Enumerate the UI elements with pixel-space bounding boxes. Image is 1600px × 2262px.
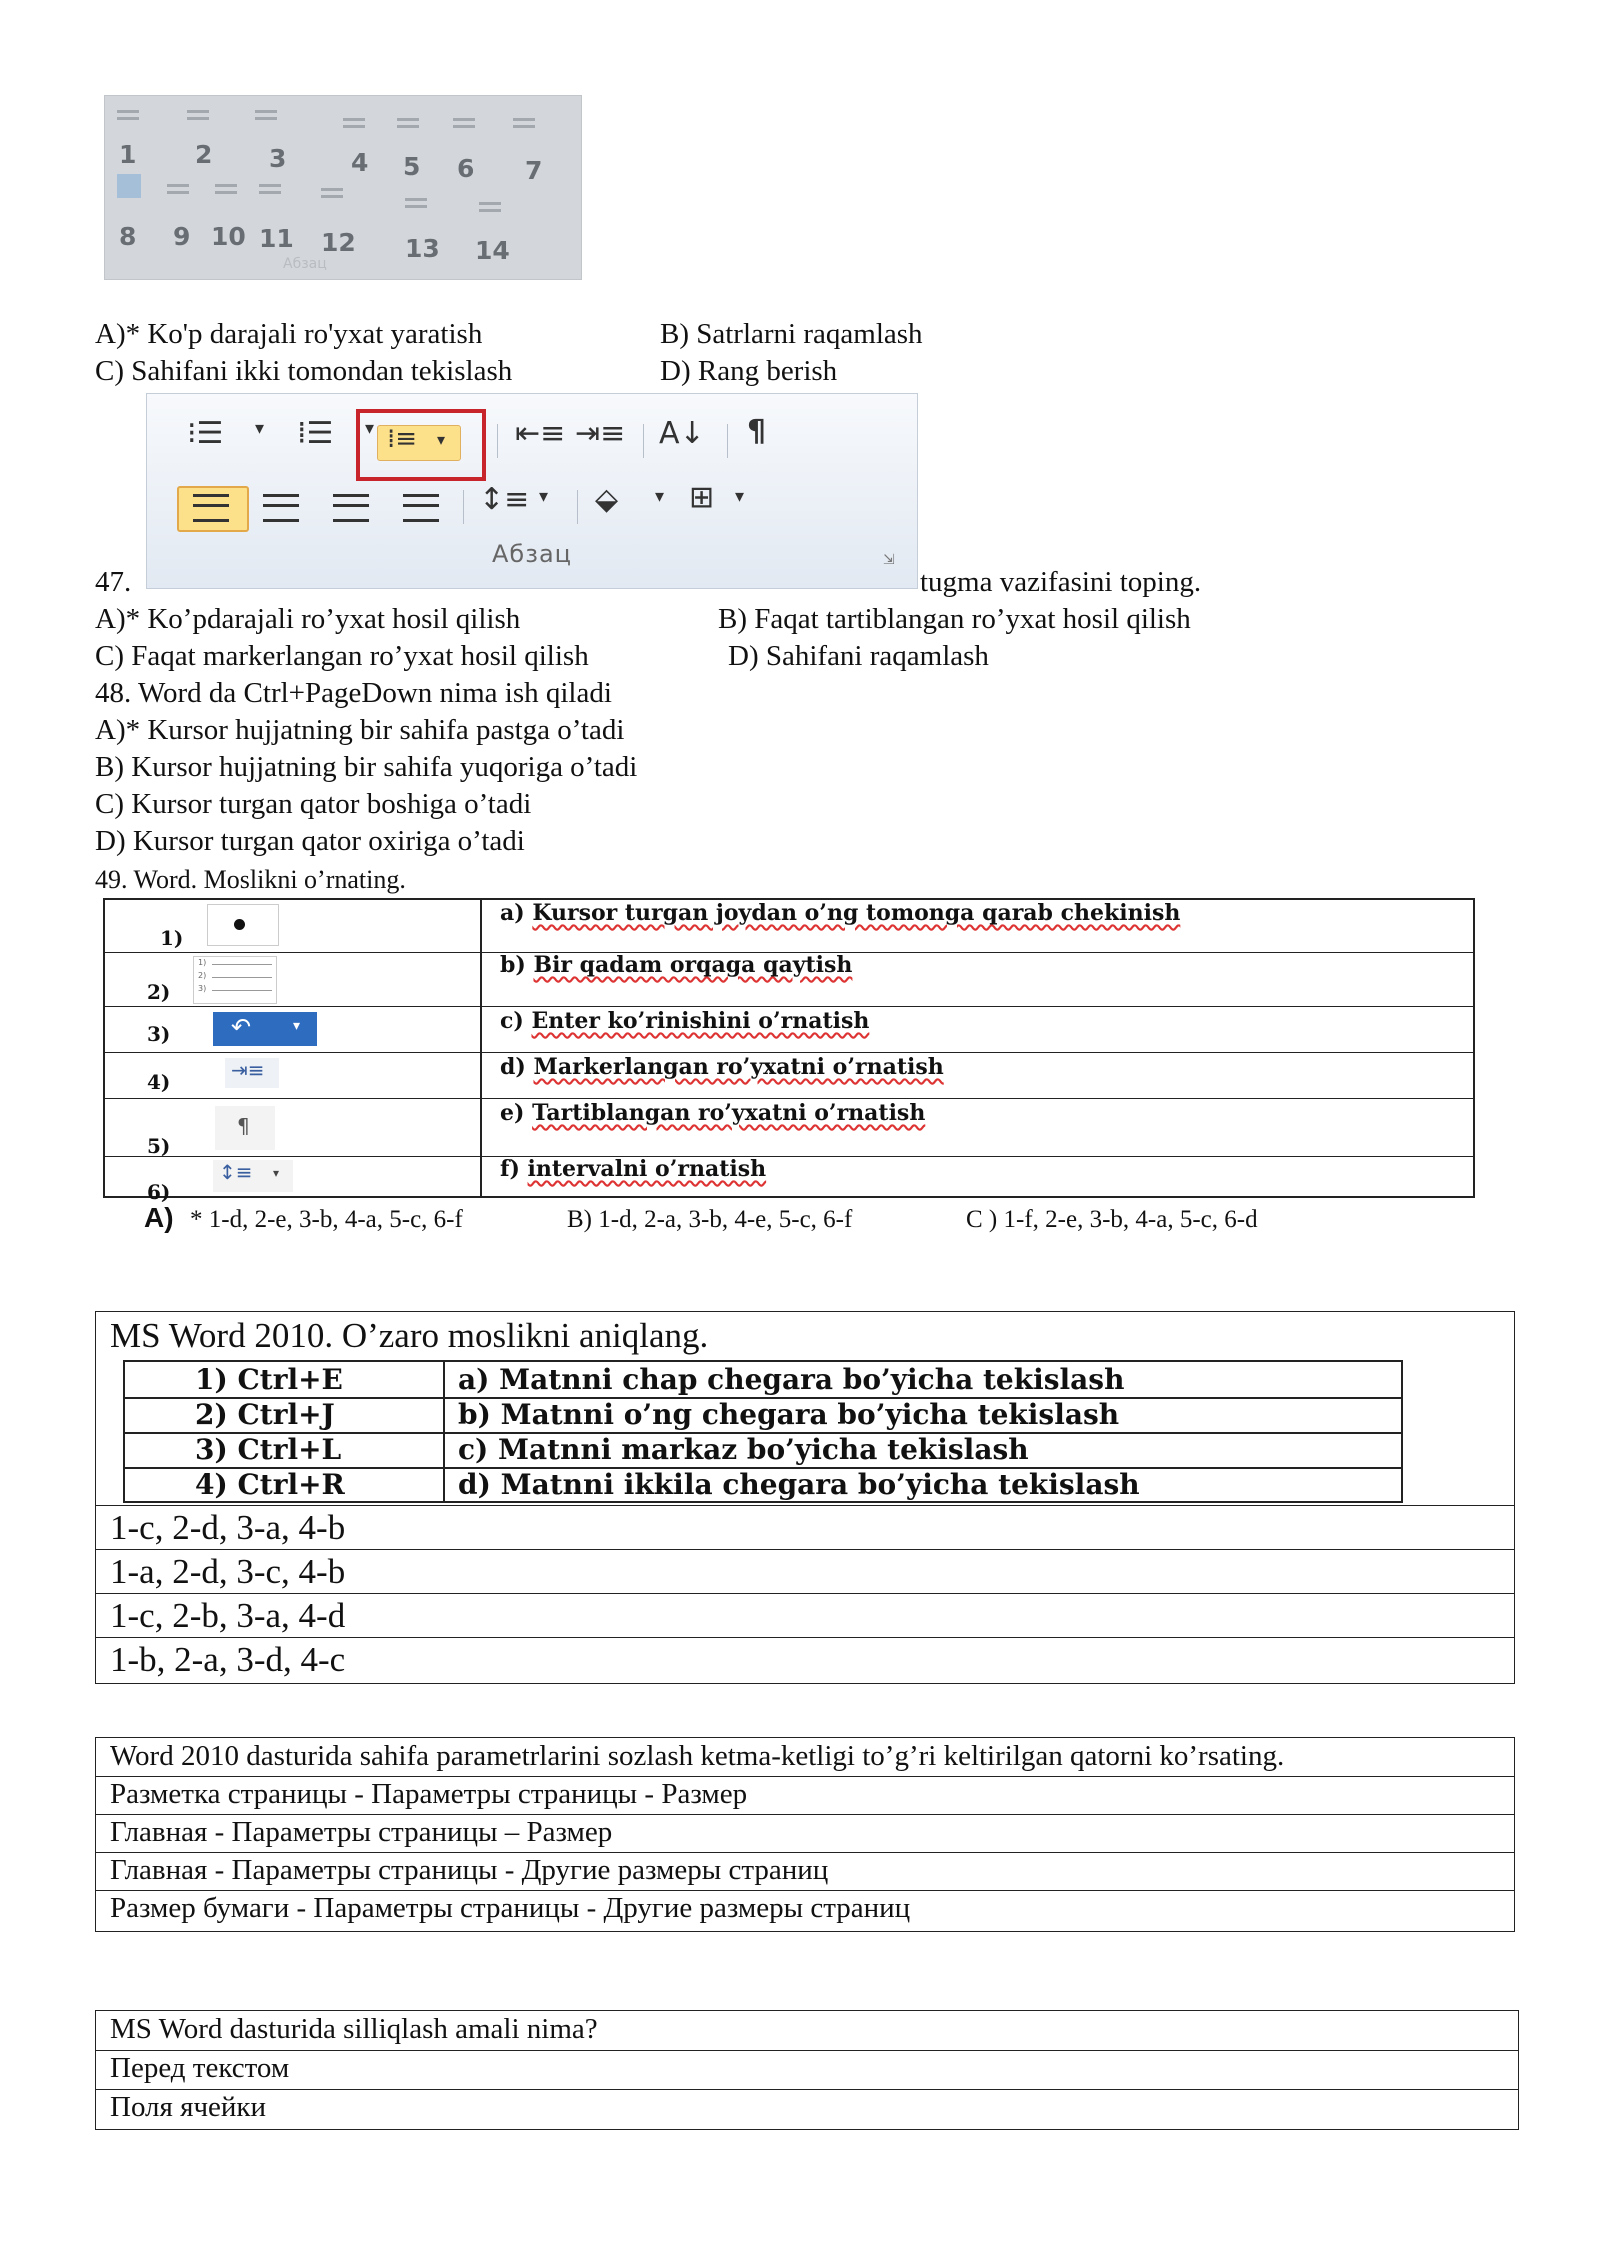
q49-question: 49. Word. Moslikni o’rnating. (95, 865, 406, 894)
number-label: 8 (119, 222, 137, 251)
q47-option-c: C) Faqat markerlangan ro’yxat hosil qilish (95, 640, 589, 672)
ribbon-buttons-image (104, 95, 582, 280)
q47-option-d: D) Sahifani raqamlash (728, 640, 989, 672)
question-title: MS Word 2010. O’zaro moslikni aniqlang. (110, 1316, 709, 1355)
group-label: Абзац (491, 540, 573, 568)
shortcut-action: d) Matnni ikkila chegara bo’yicha tekislash (458, 1468, 1140, 1501)
shortcut-key: 1) Ctrl+E (195, 1363, 343, 1396)
shortcut-action: b) Matnni o’ng chegara bo’yicha tekislash (458, 1398, 1120, 1431)
separator (497, 424, 498, 458)
bullet-list-icon (117, 108, 139, 122)
number-label: 9 (173, 222, 191, 251)
q47-option-b: B) Faqat tartiblangan ro’yxat hosil qilish (718, 603, 1191, 635)
number-label: 10 (211, 222, 246, 251)
left-label: 2) (147, 980, 171, 1004)
right-text: b) Bir qadam orqaga qaytish (500, 952, 853, 978)
answer-option: Поля ячейки (110, 2091, 267, 2123)
q49-matching-table (103, 898, 1475, 1204)
separator (643, 424, 644, 458)
q47-question-tail: tugma vazifasini toping. (920, 566, 1202, 598)
dropdown-arrow-icon: ▾ (255, 418, 265, 439)
q49-answer-b: B) 1-d, 2-a, 3-b, 4-e, 5-c, 6-f (567, 1206, 853, 1233)
dropdown-arrow-icon: ▾ (539, 486, 549, 507)
dialog-launcher-icon: ⇲ (883, 552, 895, 568)
table-row (105, 1156, 1473, 1204)
number-label: 1 (119, 140, 137, 169)
dropdown-arrow-icon: ▾ (655, 486, 665, 507)
number-label: 3 (269, 144, 287, 173)
line-spacing-icon (321, 186, 343, 200)
q48-question: 48. Word da Ctrl+PageDown nima ish qiladi (95, 677, 612, 709)
bullet-icon (207, 904, 279, 946)
separator (463, 490, 464, 524)
shortcut-key: 4) Ctrl+R (195, 1468, 345, 1501)
right-text: d) Markerlangan ro’yxatni o’rnatish (500, 1054, 944, 1080)
q47-number: 47. (95, 566, 132, 598)
q48-option-d: D) Kursor turgan qator oxiriga o’tadi (95, 825, 525, 857)
decrease-indent-icon (343, 116, 365, 130)
number-label: 13 (405, 234, 440, 263)
pilcrow-icon: ¶ (215, 1106, 275, 1150)
answer-option: Главная - Параметры страницы – Размер (96, 1814, 1514, 1853)
right-text: e) Tartiblangan ro’yxatni o’rnatish (500, 1100, 926, 1126)
shortcut-action: a) Matnni chap chegara bo’yicha tekislash (458, 1363, 1125, 1396)
q49-answer-c: C ) 1-f, 2-e, 3-b, 4-a, 5-c, 6-d (966, 1206, 1258, 1233)
number-label: 12 (321, 228, 356, 257)
table-row (105, 952, 1473, 1007)
left-label: 6) (147, 1180, 171, 1204)
paragraph-group-image (146, 393, 918, 589)
decrease-indent-icon: ⇤≡ (515, 416, 566, 451)
number-label: 6 (457, 154, 475, 183)
right-text: a) Kursor turgan joydan o’ng tomonga qarab chekinish (500, 900, 1181, 926)
q46-option-d: D) Rang berish (660, 355, 838, 387)
question-row: Word 2010 dasturida sahifa parametrlarini sozlash ketma-ketligi to’g’ri keltirilgan qatorni ko’rsating. (96, 1738, 1514, 1777)
bullets-icon: ⁝☰ (187, 416, 224, 451)
multilevel-list-icon (255, 108, 277, 122)
borders-icon (479, 200, 501, 214)
table-row (125, 1467, 1401, 1502)
number-label: 4 (351, 148, 369, 177)
align-center-icon (167, 182, 189, 196)
answer-option: Разметка страницы - Параметры страницы - Размер (96, 1776, 1514, 1815)
left-label: 3) (147, 1022, 171, 1046)
q49-answer-a: * 1-d, 2-e, 3-b, 4-a, 5-c, 6-f (190, 1206, 463, 1233)
shortcut-matching-table (95, 1311, 1515, 1684)
numbering-icon: ⁞☰ (297, 416, 334, 451)
left-label: 5) (147, 1134, 171, 1158)
numbered-list-icon (187, 108, 209, 122)
smoothing-table (95, 2010, 1519, 2130)
align-left-icon (117, 174, 141, 198)
number-label: 5 (403, 152, 421, 181)
page-setup-table (95, 1737, 1515, 1932)
group-caption: Абзац (283, 256, 327, 272)
line-spacing-icon: ↕≡ ▾ (213, 1160, 293, 1192)
shading-icon (405, 196, 427, 210)
answer-option: 1-b, 2-a, 3-d, 4-c (96, 1637, 1514, 1682)
answer-option: 1-a, 2-d, 3-c, 4-b (96, 1549, 1514, 1594)
answer-option: 1-c, 2-d, 3-a, 4-b (96, 1505, 1514, 1550)
dropdown-arrow-icon: ▾ (735, 486, 745, 507)
sort-icon (453, 116, 475, 130)
table-row (125, 1397, 1401, 1434)
inner-matching-table (123, 1360, 1403, 1503)
q47-option-a: A)* Ko’pdarajali ro’yxat hosil qilish (95, 603, 521, 635)
answer-option: Размер бумаги - Параметры страницы - Другие размеры страниц (110, 1892, 911, 1924)
undo-icon: ↶ ▾ (213, 1012, 317, 1046)
table-row (105, 900, 1473, 953)
q46-option-b: B) Satrlarni raqamlash (660, 318, 923, 350)
increase-indent-icon (397, 116, 419, 130)
table-row (105, 1052, 1473, 1099)
answer-option: 1-c, 2-b, 3-a, 4-d (96, 1593, 1514, 1638)
q49-answer-a-label: A) (144, 1202, 174, 1233)
separator (727, 424, 728, 458)
number-label: 14 (475, 236, 510, 265)
numbered-list-icon: 1) 2) 3) (193, 956, 277, 1004)
align-left-icon (193, 494, 229, 522)
shortcut-action: c) Matnni markaz bo’yicha tekislash (458, 1433, 1029, 1466)
separator (577, 490, 578, 524)
number-label: 7 (525, 156, 543, 185)
borders-icon: ⊞ (689, 480, 715, 515)
q48-option-c: C) Kursor turgan qator boshiga o’tadi (95, 788, 532, 820)
number-label: 2 (195, 140, 213, 169)
q46-option-a: A)* Ko'p darajali ro'yxat yaratish (95, 318, 483, 350)
increase-indent-icon: ⇥≡ (575, 416, 626, 451)
answer-option: Перед текстом (96, 2050, 1518, 2090)
answer-option: Главная - Параметры страницы - Другие размеры страниц (96, 1852, 1514, 1891)
table-row (125, 1362, 1401, 1399)
table-row (125, 1432, 1401, 1469)
number-label: 11 (259, 224, 294, 253)
shading-icon: ⬙ (595, 482, 619, 517)
line-spacing-icon: ↕≡ (479, 482, 530, 517)
left-label: 4) (147, 1070, 171, 1094)
dropdown-arrow-icon: ▾ (365, 418, 375, 439)
align-center-icon (263, 494, 299, 522)
increase-indent-icon: ⇥≡ (225, 1058, 279, 1088)
show-marks-icon (513, 116, 535, 130)
multilevel-list-icon: ⁞≡ (387, 424, 418, 454)
q46-option-c: C) Sahifani ikki tomondan tekislash (95, 355, 513, 387)
shortcut-key: 3) Ctrl+L (195, 1433, 342, 1466)
justify-icon (403, 494, 439, 522)
question-row: MS Word dasturida silliqlash amali nima? (96, 2011, 1518, 2051)
align-right-icon (333, 494, 369, 522)
shortcut-key: 2) Ctrl+J (195, 1398, 335, 1431)
right-text: f) intervalni o’rnatish (500, 1156, 767, 1182)
table-row (105, 1098, 1473, 1157)
pilcrow-icon: ¶ (747, 414, 767, 449)
sort-icon: A↓ (659, 416, 705, 451)
q48-option-a: A)* Kursor hujjatning bir sahifa pastga o’tadi (95, 714, 625, 746)
align-right-icon (215, 182, 237, 196)
dropdown-arrow-icon: ▾ (437, 430, 446, 449)
justify-icon (259, 182, 281, 196)
highlight-box (356, 409, 486, 481)
left-label: 1) (160, 926, 184, 950)
table-row (105, 1006, 1473, 1053)
right-text: c) Enter ko’rinishini o’rnatish (500, 1008, 870, 1034)
q48-option-b: B) Kursor hujjatning bir sahifa yuqoriga o’tadi (95, 751, 638, 783)
